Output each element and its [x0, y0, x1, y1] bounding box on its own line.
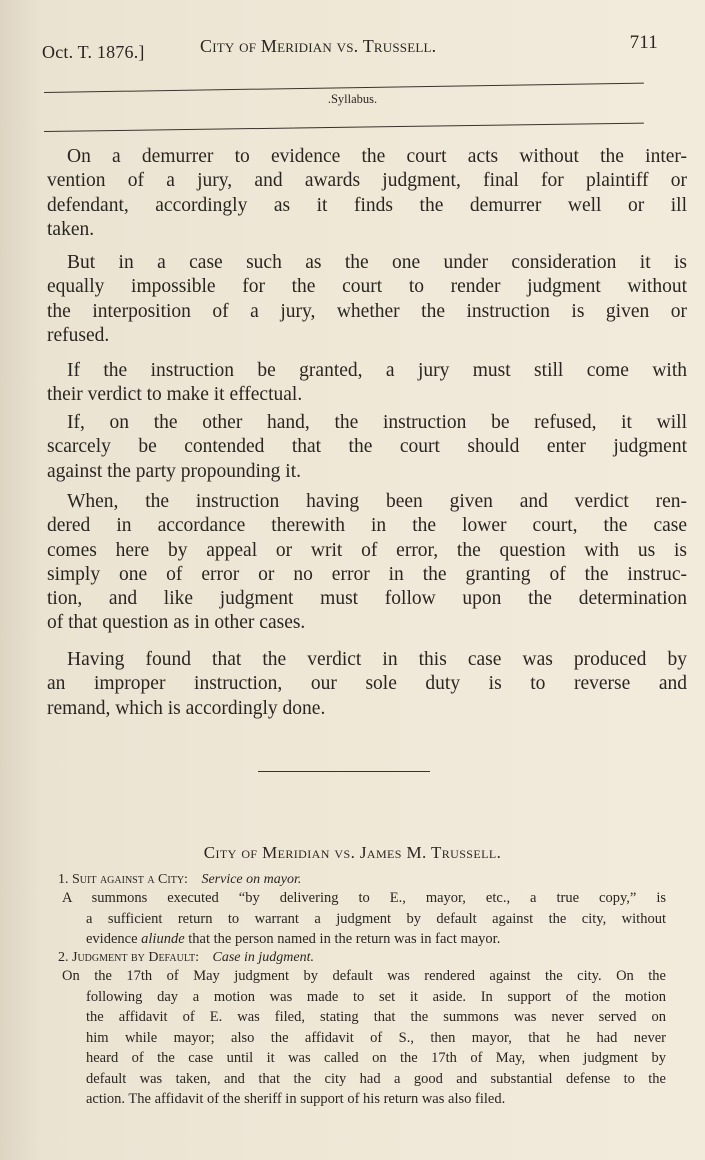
headnote-number: 1.	[58, 872, 69, 887]
headnote-topic: Judgment by Default:	[72, 950, 200, 965]
text-line: defendant, accordingly as it finds the demurrer well or ill	[47, 194, 687, 216]
text-line: remand, which is accordingly done.	[47, 697, 326, 719]
opinion-paragraph-6	[47, 648, 687, 721]
headnote-1-body	[62, 888, 666, 950]
headnote-2-heading	[58, 950, 314, 966]
text-line: Having found that the verdict in this case was produced by	[67, 649, 687, 670]
text-line: default was taken, and that the city had a good and substantial defense to the	[86, 1070, 666, 1087]
text-line: evidence aliunde that the person named in the return was in fact mayor.	[86, 931, 501, 947]
text-line: On a demurrer to evidence the court acts without the inter-	[67, 146, 687, 167]
opinion-paragraph-2	[47, 251, 687, 348]
headnote-subtopic: Service on mayor.	[201, 872, 302, 887]
text-line: comes here by appeal or writ of error, the question with us is	[47, 539, 687, 561]
opinion-paragraph-5	[47, 490, 687, 636]
headnote-topic: Suit against a City:	[72, 872, 188, 887]
text-line: simply one of error or no error in the granting of the instruc-	[47, 563, 687, 585]
text-line: refused.	[47, 324, 110, 346]
text-line: the affidavit of E. was filed, stating that the summons was never served on	[86, 1009, 666, 1025]
text-line: A summons executed “by delivering to E., mayor, etc., a true copy,” is	[62, 890, 666, 906]
text-line: the interposition of a jury, whether the instruction is given or	[47, 300, 687, 322]
text-line: heard of the case until it was called on the 17th of May, when judgment by	[86, 1050, 666, 1066]
page-number: 711	[629, 32, 658, 53]
text-line: him while mayor; also the affidavit of S., then mayor, that he had never	[86, 1029, 666, 1046]
text-line: action. The affidavit of the sheriff in support of his return was also filed.	[86, 1091, 506, 1107]
section-divider	[258, 771, 430, 772]
text-line: against the party propounding it.	[47, 460, 301, 482]
text-line: vention of a jury, and awards judgment, final for plaintiff or	[47, 170, 687, 192]
text-line: scarcely be contended that the court should enter judgment	[47, 436, 687, 458]
header-rule-bottom	[44, 123, 644, 133]
text-line: dered in accordance therewith in the lower court, the case	[47, 515, 687, 537]
headnote-1-heading	[58, 872, 301, 888]
text-line: an improper instruction, our sole duty is to reverse and	[47, 673, 687, 695]
headnote-subtopic: Case in judgment.	[212, 950, 315, 965]
text-line: If, on the other hand, the instruction be refused, it will	[67, 412, 687, 433]
text-line: of that question as in other cases.	[47, 612, 306, 634]
text-line: If the instruction be granted, a jury must still come with	[67, 360, 687, 381]
opinion-paragraph-4	[47, 411, 687, 484]
running-title: City of Meridian vs. Trussell.	[200, 36, 437, 56]
text-line: tion, and like judgment must follow upon the determination	[47, 588, 687, 610]
court-term: Oct. T. 1876.]	[42, 42, 145, 62]
text-line: taken.	[47, 218, 95, 240]
opinion-paragraph-3	[47, 359, 687, 408]
text-line: following day a motion was made to set it aside. In support of the motion	[86, 988, 666, 1005]
case-title: City of Meridian vs. James M. Trussell.	[203, 843, 502, 862]
text-line: On the 17th of May judgment by default was rendered against the city. On the	[62, 968, 666, 984]
text-line: When, the instruction having been given and verdict ren-	[67, 491, 687, 512]
section-label: .Syllabus.	[327, 92, 378, 106]
headnote-number: 2.	[58, 950, 69, 965]
headnote-2-body	[62, 966, 666, 1110]
running-head	[42, 34, 662, 64]
text-line: equally impossible for the court to render judgment without	[47, 276, 687, 298]
opinion-paragraph-1	[47, 145, 687, 242]
text-line: a sufficient return to warrant a judgment by default against the city, without	[86, 910, 666, 927]
text-line: But in a case such as the one under consideration it is	[67, 252, 687, 273]
text-line: their verdict to make it effectual.	[47, 384, 303, 406]
